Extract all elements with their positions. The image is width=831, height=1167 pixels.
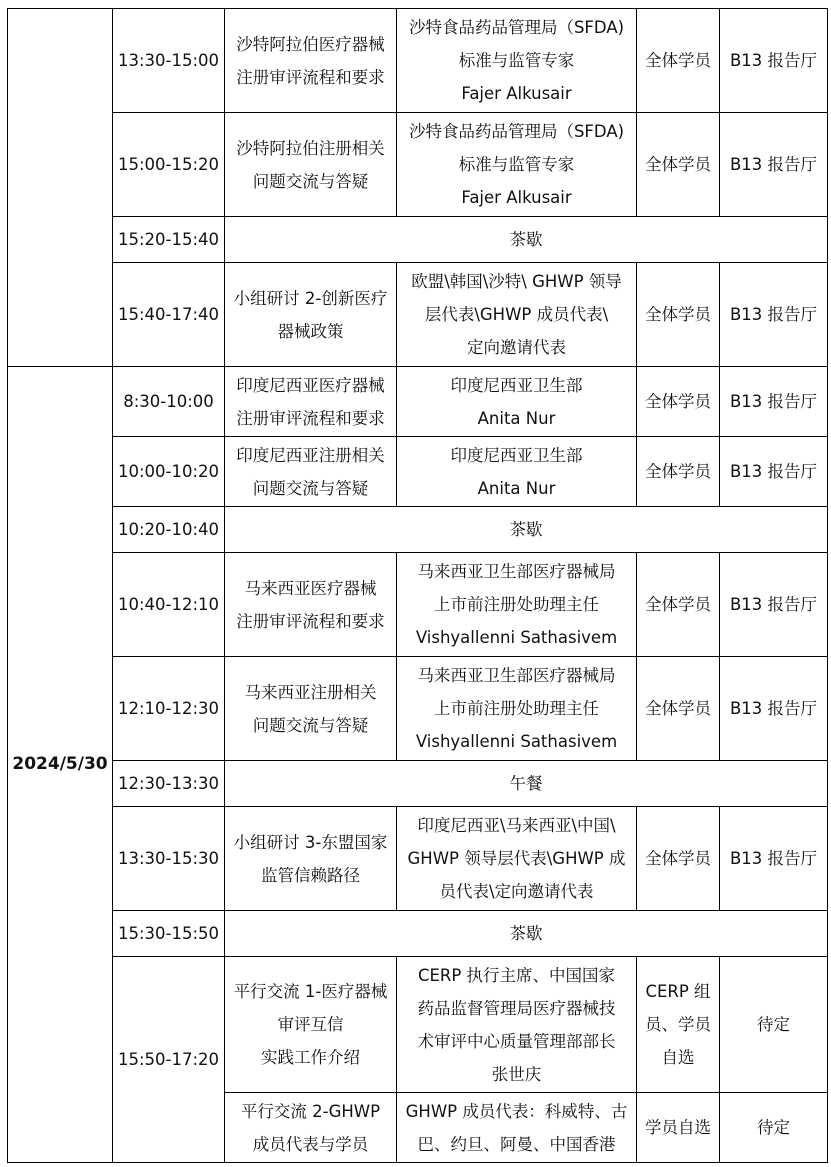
audience-cell: 全体学员 bbox=[637, 807, 720, 911]
time-cell: 15:40-17:40 bbox=[113, 263, 225, 367]
topic-cell: 印度尼西亚注册相关 问题交流与答疑 bbox=[225, 437, 397, 507]
venue-cell: B13 报告厅 bbox=[720, 657, 828, 761]
speaker-cell: GHWP 成员代表：科威特、古 巴、约旦、阿曼、中国香港 bbox=[397, 1093, 637, 1163]
speaker-cell: 欧盟\韩国\沙特\ GHWP 领导 层代表\GHWP 成员代表\ 定向邀请代表 bbox=[397, 263, 637, 367]
topic-cell: 马来西亚注册相关 问题交流与答疑 bbox=[225, 657, 397, 761]
time-cell: 12:10-12:30 bbox=[113, 657, 225, 761]
table-row bbox=[8, 507, 828, 553]
speaker-cell: 印度尼西亚\马来西亚\中国\ GHWP 领导层代表\GHWP 成 员代表\定向邀请代表 bbox=[397, 807, 637, 911]
audience-cell: 全体学员 bbox=[637, 113, 720, 217]
break-cell: 茶歇 bbox=[225, 217, 828, 263]
speaker-cell: 印度尼西亚卫生部 Anita Nur bbox=[397, 437, 637, 507]
lunch-cell: 午餐 bbox=[225, 761, 828, 807]
venue-cell: B13 报告厅 bbox=[720, 113, 828, 217]
audience-cell: 全体学员 bbox=[637, 367, 720, 437]
time-cell: 13:30-15:00 bbox=[113, 9, 225, 113]
date-cell: 2024/5/30 bbox=[8, 367, 113, 1163]
topic-cell: 小组研讨 2-创新医疗 器械政策 bbox=[225, 263, 397, 367]
table-row bbox=[8, 113, 828, 217]
time-cell: 13:30-15:30 bbox=[113, 807, 225, 911]
schedule-table bbox=[7, 8, 828, 1163]
audience-cell: 全体学员 bbox=[637, 553, 720, 657]
topic-cell: 沙特阿拉伯医疗器械 注册审评流程和要求 bbox=[225, 9, 397, 113]
topic-cell: 小组研讨 3-东盟国家 监管信赖路径 bbox=[225, 807, 397, 911]
table-row bbox=[8, 911, 828, 957]
audience-cell: 学员自选 bbox=[637, 1093, 720, 1163]
speaker-cell: 马来西亚卫生部医疗器械局 上市前注册处助理主任 Vishyallenni Sathasivem bbox=[397, 657, 637, 761]
venue-cell: B13 报告厅 bbox=[720, 9, 828, 113]
time-cell: 15:00-15:20 bbox=[113, 113, 225, 217]
audience-cell: 全体学员 bbox=[637, 9, 720, 113]
table-row bbox=[8, 263, 828, 367]
venue-cell: 待定 bbox=[720, 1093, 828, 1163]
topic-cell: 平行交流 1-医疗器械 审评互信 实践工作介绍 bbox=[225, 957, 397, 1093]
table-row bbox=[8, 437, 828, 507]
break-cell: 茶歇 bbox=[225, 911, 828, 957]
topic-cell: 印度尼西亚医疗器械 注册审评流程和要求 bbox=[225, 367, 397, 437]
topic-cell: 马来西亚医疗器械 注册审评流程和要求 bbox=[225, 553, 397, 657]
venue-cell: B13 报告厅 bbox=[720, 437, 828, 507]
topic-cell: 平行交流 2-GHWP 成员代表与学员 bbox=[225, 1093, 397, 1163]
time-cell: 10:40-12:10 bbox=[113, 553, 225, 657]
audience-cell: 全体学员 bbox=[637, 263, 720, 367]
table-row bbox=[8, 761, 828, 807]
venue-cell: 待定 bbox=[720, 957, 828, 1093]
audience-cell: CERP 组 员、学员 自选 bbox=[637, 957, 720, 1093]
table-row bbox=[8, 553, 828, 657]
time-cell: 10:00-10:20 bbox=[113, 437, 225, 507]
date-cell-previous bbox=[8, 9, 113, 367]
table-row bbox=[8, 367, 828, 437]
speaker-cell: 印度尼西亚卫生部 Anita Nur bbox=[397, 367, 637, 437]
time-cell: 15:50-17:20 bbox=[113, 957, 225, 1163]
speaker-cell: 沙特食品药品管理局（SFDA) 标准与监管专家 Fajer Alkusair bbox=[397, 9, 637, 113]
speaker-cell: 沙特食品药品管理局（SFDA) 标准与监管专家 Fajer Alkusair bbox=[397, 113, 637, 217]
speaker-cell: 马来西亚卫生部医疗器械局 上市前注册处助理主任 Vishyallenni Sathasivem bbox=[397, 553, 637, 657]
table-row bbox=[8, 807, 828, 911]
time-cell: 8:30-10:00 bbox=[113, 367, 225, 437]
time-cell: 10:20-10:40 bbox=[113, 507, 225, 553]
table-row bbox=[8, 957, 828, 1093]
audience-cell: 全体学员 bbox=[637, 437, 720, 507]
audience-cell: 全体学员 bbox=[637, 657, 720, 761]
time-cell: 15:30-15:50 bbox=[113, 911, 225, 957]
time-cell: 12:30-13:30 bbox=[113, 761, 225, 807]
speaker-cell: CERP 执行主席、中国国家 药品监督管理局医疗器械技 术审评中心质量管理部部长 张世庆 bbox=[397, 957, 637, 1093]
venue-cell: B13 报告厅 bbox=[720, 367, 828, 437]
topic-cell: 沙特阿拉伯注册相关 问题交流与答疑 bbox=[225, 113, 397, 217]
table-row bbox=[8, 217, 828, 263]
break-cell: 茶歇 bbox=[225, 507, 828, 553]
venue-cell: B13 报告厅 bbox=[720, 553, 828, 657]
venue-cell: B13 报告厅 bbox=[720, 263, 828, 367]
table-row bbox=[8, 657, 828, 761]
venue-cell: B13 报告厅 bbox=[720, 807, 828, 911]
time-cell: 15:20-15:40 bbox=[113, 217, 225, 263]
table-row bbox=[8, 9, 828, 113]
